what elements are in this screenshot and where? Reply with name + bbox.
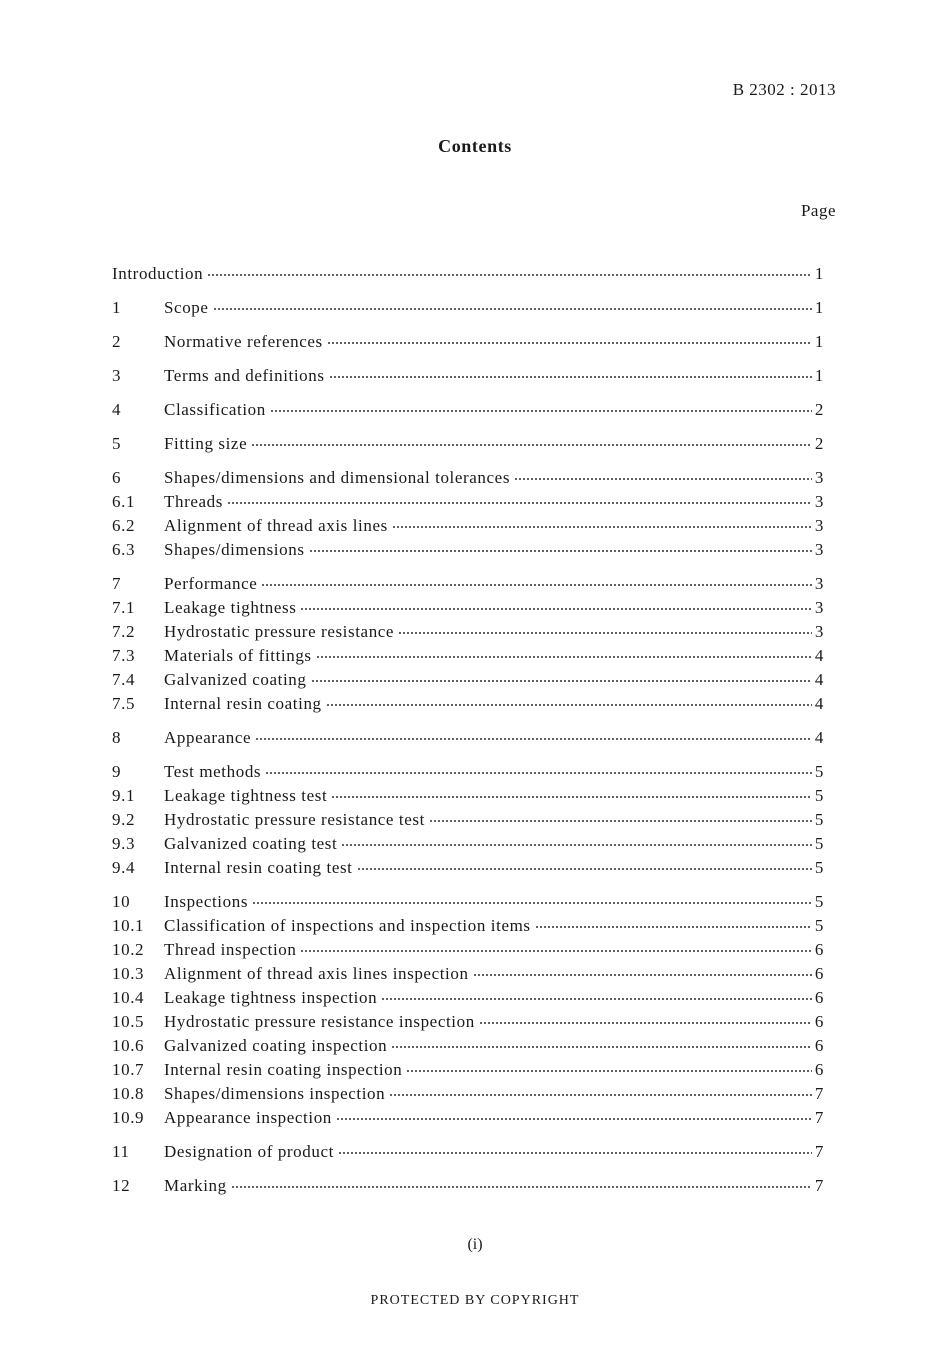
dot-leader — [473, 972, 812, 979]
toc-entry-number: 10.8 — [112, 1084, 145, 1103]
toc-entry-number: 7.2 — [112, 622, 136, 641]
toc-entry-page: 3 — [814, 468, 824, 487]
toc-entry-number: 6.1 — [112, 492, 136, 511]
dot-leader — [341, 842, 812, 849]
toc-entry-label: Appearance — [164, 728, 252, 747]
toc-entry[interactable] — [112, 466, 824, 490]
toc-entry-number: 6.2 — [112, 516, 136, 535]
toc-entry-page: 5 — [814, 834, 824, 853]
dot-leader — [514, 476, 812, 483]
toc-entry-number: 2 — [112, 332, 122, 351]
dot-leader — [300, 948, 812, 955]
toc-entry[interactable] — [112, 398, 824, 422]
dot-leader — [392, 524, 812, 531]
toc-entry-page: 7 — [814, 1176, 824, 1195]
toc-entry-label: Alignment of thread axis lines inspection — [164, 964, 469, 983]
dot-leader — [213, 306, 812, 313]
toc-entry-number: 10.9 — [112, 1108, 145, 1127]
toc-entry[interactable] — [112, 432, 824, 456]
toc-entry-number: 6.3 — [112, 540, 136, 559]
toc-entry-page: 5 — [814, 762, 824, 781]
toc-entry-page: 7 — [814, 1108, 824, 1127]
standard-code: B 2302 : 2013 — [732, 80, 836, 99]
toc-entry[interactable] — [112, 490, 824, 514]
dot-leader — [265, 770, 812, 777]
toc-entry-page: 5 — [814, 810, 824, 829]
toc-entry-page: 5 — [814, 858, 824, 877]
dot-leader — [316, 654, 812, 661]
dot-leader — [326, 702, 812, 709]
dot-leader — [311, 678, 813, 685]
dot-leader — [429, 818, 812, 825]
toc-entry-page: 1 — [814, 332, 824, 351]
toc-entry-number: 7 — [112, 574, 122, 593]
toc-entry-label: Classification of inspections and inspection items — [164, 916, 531, 935]
toc-entry-number: 7.4 — [112, 670, 136, 689]
toc-entry-number: 8 — [112, 728, 122, 747]
toc-entry-number: 10.7 — [112, 1060, 145, 1079]
toc-entry-label: Performance — [164, 574, 258, 593]
toc-entry-label: Scope — [164, 298, 209, 317]
toc-entry-label: Threads — [164, 492, 223, 511]
toc-entry-label: Classification — [164, 400, 266, 419]
toc-entry[interactable] — [112, 938, 824, 962]
toc-entry-page: 4 — [814, 694, 824, 713]
toc-entry-number: 10.3 — [112, 964, 145, 983]
dot-leader — [207, 272, 812, 279]
toc-entry[interactable] — [112, 1106, 824, 1130]
toc-entry[interactable] — [112, 962, 824, 986]
toc-entry-page: 6 — [814, 1012, 824, 1031]
dot-leader — [227, 500, 812, 507]
toc-entry-page: 1 — [814, 298, 824, 317]
toc-entry-number: 10 — [112, 892, 131, 911]
dot-leader — [231, 1184, 812, 1191]
toc-entry-page: 3 — [814, 574, 824, 593]
toc-entry-label: Galvanized coating inspection — [164, 1036, 388, 1055]
page-folio: (i) — [467, 1236, 483, 1253]
toc-entry-label: Inspections — [164, 892, 249, 911]
dot-leader — [338, 1150, 812, 1157]
toc-entry-label: Leakage tightness inspection — [164, 988, 378, 1007]
toc-entry-number: 7.1 — [112, 598, 136, 617]
toc-entry-page: 3 — [814, 540, 824, 559]
toc-entry-label: Marking — [164, 1176, 227, 1195]
toc-entry[interactable] — [112, 726, 824, 750]
toc-entry-page: 3 — [814, 622, 824, 641]
toc-entry-label: Internal resin coating inspection — [164, 1060, 403, 1079]
toc-entry-label: Thread inspection — [164, 940, 297, 959]
dot-leader — [255, 736, 812, 743]
dot-leader — [381, 996, 812, 1003]
toc-entry-number: 9.4 — [112, 858, 136, 877]
toc-entry-label: Materials of fittings — [164, 646, 312, 665]
toc-entry-label: Galvanized coating test — [164, 834, 338, 853]
toc-entry-page: 7 — [814, 1084, 824, 1103]
toc-entry-page: 6 — [814, 1036, 824, 1055]
dot-leader — [309, 548, 812, 555]
toc-entry-label: Leakage tightness test — [164, 786, 328, 805]
toc-entry[interactable] — [112, 620, 824, 644]
dot-leader — [270, 408, 812, 415]
toc-entry[interactable] — [112, 538, 824, 562]
toc-entry-page: 6 — [814, 1060, 824, 1079]
dot-leader — [300, 606, 812, 613]
toc-entry-page: 5 — [814, 892, 824, 911]
dot-leader — [398, 630, 812, 637]
toc-entry[interactable] — [112, 1034, 824, 1058]
toc-entry[interactable] — [112, 890, 824, 914]
table-of-contents — [112, 262, 824, 1198]
toc-entry-number: 9.1 — [112, 786, 136, 805]
toc-entry[interactable] — [112, 596, 824, 620]
page-column-label: Page — [800, 201, 836, 220]
toc-entry-label: Shapes/dimensions inspection — [164, 1084, 386, 1103]
toc-entry-number: 7.3 — [112, 646, 136, 665]
toc-entry-label: Fitting size — [164, 434, 248, 453]
toc-entry[interactable] — [112, 856, 824, 880]
toc-entry[interactable] — [112, 572, 824, 596]
toc-entry-label: Hydrostatic pressure resistance inspection — [164, 1012, 475, 1031]
toc-entry-page: 3 — [814, 492, 824, 511]
toc-entry[interactable] — [112, 1058, 824, 1082]
toc-entry-label: Hydrostatic pressure resistance — [164, 622, 395, 641]
dot-leader — [327, 340, 812, 347]
toc-entry-label: Shapes/dimensions and dimensional tolerances — [164, 468, 511, 487]
toc-entry-label: Introduction — [112, 264, 204, 283]
toc-entry-page: 6 — [814, 964, 824, 983]
toc-entry[interactable] — [112, 644, 824, 668]
toc-entry-label: Shapes/dimensions — [164, 540, 305, 559]
toc-entry-number: 7.5 — [112, 694, 136, 713]
toc-entry-page: 7 — [814, 1142, 824, 1161]
dot-leader — [535, 924, 812, 931]
toc-entry[interactable] — [112, 514, 824, 538]
toc-entry-number: 4 — [112, 400, 122, 419]
toc-entry-number: 11 — [112, 1142, 130, 1161]
toc-entry-page: 1 — [814, 366, 824, 385]
dot-leader — [406, 1068, 812, 1075]
dot-leader — [331, 794, 812, 801]
toc-entry[interactable] — [112, 330, 824, 354]
toc-entry-page: 3 — [814, 598, 824, 617]
toc-entry[interactable] — [112, 832, 824, 856]
toc-entry-number: 10.5 — [112, 1012, 145, 1031]
dot-leader — [251, 442, 812, 449]
toc-entry[interactable] — [112, 1140, 824, 1164]
dot-leader — [479, 1020, 812, 1027]
toc-entry-label: Internal resin coating test — [164, 858, 353, 877]
toc-entry[interactable] — [112, 1174, 824, 1198]
toc-entry-page: 4 — [814, 728, 824, 747]
toc-entry[interactable] — [112, 914, 824, 938]
toc-entry[interactable] — [112, 364, 824, 388]
toc-entry-page: 5 — [814, 786, 824, 805]
toc-entry-page: 4 — [814, 646, 824, 665]
toc-entry-label: Leakage tightness — [164, 598, 297, 617]
toc-entry-page: 5 — [814, 916, 824, 935]
toc-entry[interactable] — [112, 296, 824, 320]
dot-leader — [391, 1044, 812, 1051]
toc-entry-page: 2 — [814, 434, 824, 453]
toc-entry-page: 6 — [814, 940, 824, 959]
toc-entry-page: 6 — [814, 988, 824, 1007]
toc-entry-number: 10.2 — [112, 940, 145, 959]
toc-entry-page: 3 — [814, 516, 824, 535]
dot-leader — [336, 1116, 812, 1123]
toc-entry-number: 3 — [112, 366, 122, 385]
dot-leader — [389, 1092, 812, 1099]
toc-entry-label: Alignment of thread axis lines — [164, 516, 388, 535]
dot-leader — [261, 582, 812, 589]
toc-entry-number: 12 — [112, 1176, 131, 1195]
toc-entry-label: Internal resin coating — [164, 694, 322, 713]
toc-entry[interactable] — [112, 262, 824, 286]
toc-entry-label: Test methods — [164, 762, 262, 781]
toc-entry[interactable] — [112, 1082, 824, 1106]
toc-entry-page: 4 — [814, 670, 824, 689]
toc-entry-number: 10.1 — [112, 916, 145, 935]
toc-entry-label: Normative references — [164, 332, 323, 351]
toc-entry-number: 10.6 — [112, 1036, 145, 1055]
toc-entry-label: Terms and definitions — [164, 366, 325, 385]
toc-entry-number: 10.4 — [112, 988, 145, 1007]
dot-leader — [357, 866, 813, 873]
toc-entry-label: Designation of product — [164, 1142, 334, 1161]
dot-leader — [252, 900, 812, 907]
copyright-notice: PROTECTED BY COPYRIGHT — [370, 1293, 580, 1308]
toc-entry-number: 9.2 — [112, 810, 136, 829]
toc-entry-number: 9.3 — [112, 834, 136, 853]
toc-entry-number: 5 — [112, 434, 122, 453]
toc-entry[interactable] — [112, 668, 824, 692]
toc-entry[interactable] — [112, 1010, 824, 1034]
dot-leader — [329, 374, 812, 381]
toc-entry-page: 1 — [814, 264, 824, 283]
toc-entry-page: 2 — [814, 400, 824, 419]
toc-entry[interactable] — [112, 808, 824, 832]
toc-entry[interactable] — [112, 692, 824, 716]
toc-entry[interactable] — [112, 784, 824, 808]
toc-entry-number: 9 — [112, 762, 122, 781]
toc-entry-number: 6 — [112, 468, 122, 487]
toc-entry-label: Appearance inspection — [164, 1108, 332, 1127]
page-title: Contents — [438, 136, 512, 156]
toc-entry[interactable] — [112, 986, 824, 1010]
toc-entry-label: Hydrostatic pressure resistance test — [164, 810, 425, 829]
toc-entry-number: 1 — [112, 298, 122, 317]
toc-entry-label: Galvanized coating — [164, 670, 307, 689]
toc-entry[interactable] — [112, 760, 824, 784]
